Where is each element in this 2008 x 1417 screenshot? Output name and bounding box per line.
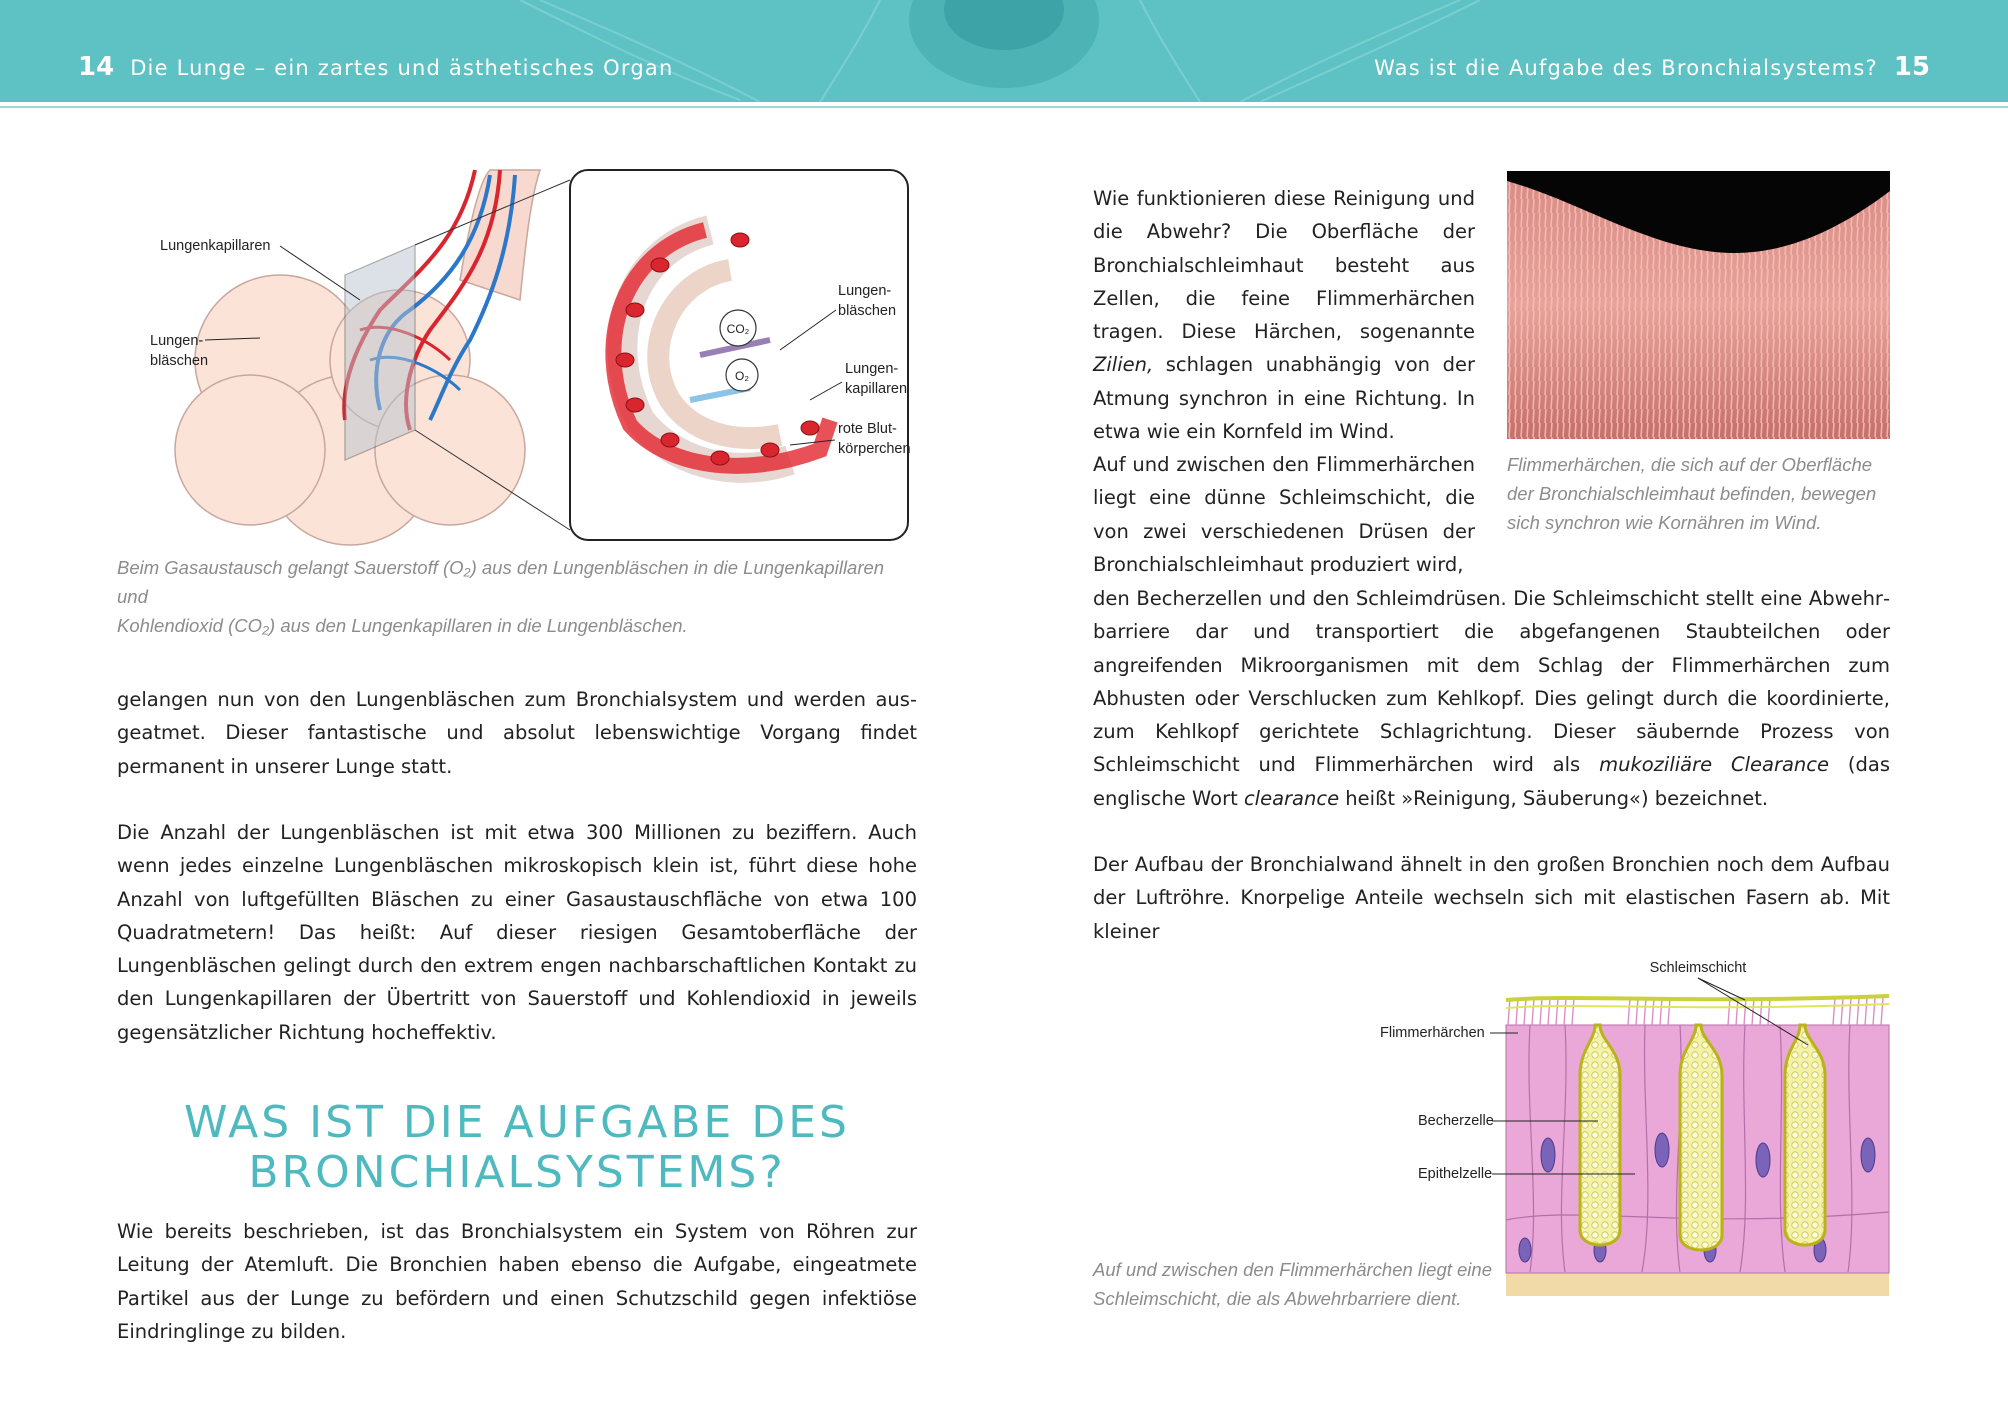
right-paragraph-1-em: Zilien, bbox=[1093, 353, 1154, 377]
o2-label: O₂ bbox=[735, 369, 749, 383]
left-paragraph-1: gelangen nun von den Lungenbläschen zum Bronchialsystem und werden ausgeatmet. Dieser fantastische und absolut lebenswichtige Vorgang findet permanent in unserer Lunge statt. bbox=[117, 688, 917, 778]
left-page-number: 14 bbox=[78, 52, 115, 82]
section-heading-line2: BRONCHIALSYSTEMS? bbox=[248, 1147, 786, 1198]
label-epithelzelle: Epithelzelle bbox=[1418, 1166, 1493, 1182]
inset-label-alveoli-1: Lungen- bbox=[838, 283, 892, 299]
inset-label-bloodcells-1: rote Blut- bbox=[838, 421, 897, 437]
label-lungenblaeschen-2: bläschen bbox=[150, 353, 209, 369]
section-plane bbox=[345, 245, 415, 460]
alveoli-caption bbox=[117, 553, 917, 640]
header-right bbox=[1374, 52, 1930, 82]
cilia-photo-caption: Flimmerhärchen, die sich auf der Oberfläche der Bronchialschleimhaut befinden, bewegen sich synchron wie Kornähren im Wind. bbox=[1507, 454, 1877, 533]
page-header bbox=[0, 0, 2008, 102]
right-paragraph-2-narrow: Auf und zwischen den Flimmerhärchen liegt eine dünne Schleimschicht, die von zwei verschiedenen Drüsen der Bronchialschleimhaut produziert wird, bbox=[1093, 453, 1475, 576]
right-page-number: 15 bbox=[1893, 52, 1930, 82]
right-paragraph-1-text: Wie funktionieren diese Reinigung und die Abwehr? Die Oberfläche der Bronchialschleimhaut besteht aus Zellen, die feine Flimmerhärchen tragen. Diese Härchen, sogenannte bbox=[1093, 187, 1475, 344]
left-running-title: Die Lunge – ein zartes und ästhetisches Organ bbox=[130, 56, 674, 80]
right-paragraph-2-em2: clearance bbox=[1243, 786, 1340, 810]
right-text-block-2a bbox=[1093, 448, 1475, 581]
section-heading-line1: WAS IST DIE AUFGABE DES bbox=[184, 1097, 850, 1148]
right-paragraph-2-text: den Becherzellen und den Schleimdrüsen. Die Schleimschicht stellt eine Abwehrbarriere dar und transportiert die abgefangenen Staubteilchen oder angreifenden Mikroorganismen mit dem Schlag der Flimmerhärchen zum Abhusten oder Verschlucken zum Kehlkopf. Dies gelingt durch die koordinierte, zum Kehlkopf gerichtete Schlagrichtung. Dieser säubernde Prozess von Schleimschicht und Flimmerhärchen wird als bbox=[1093, 587, 1890, 777]
left-paragraph-3: Wie bereits beschrieben, ist das Bronchialsystem ein System von Röhren zur Leitung der Atemluft. Die Bronchien haben ebenso die Aufgabe, eingeatmete Partikel aus der Lunge zu befördern und einen Schutzschild gegen infektiöse Eindringlinge zu bilden. bbox=[117, 1220, 917, 1343]
header-divider bbox=[0, 106, 2008, 108]
inset-label-alveoli-2: bläschen bbox=[838, 303, 897, 319]
left-text-block-3 bbox=[117, 1215, 917, 1348]
left-text-block-2 bbox=[117, 816, 917, 1049]
alveoli-figure bbox=[130, 160, 920, 550]
right-paragraph-2-em1: mukoziliäre Clearance bbox=[1599, 753, 1830, 777]
mucus-layer bbox=[1506, 996, 1889, 1000]
left-text-block-1 bbox=[117, 683, 917, 783]
inset-label-capillaries-1: Lungen- bbox=[845, 361, 899, 377]
label-lungenkapillaren: Lungenkapillaren bbox=[160, 238, 271, 254]
right-paragraph-2-mid: (das englische Wort bbox=[1093, 753, 1890, 810]
goblet-cells bbox=[1580, 1025, 1825, 1250]
label-schleimschicht: Schleimschicht bbox=[1649, 960, 1747, 976]
inset-label-bloodcells-2: körperchen bbox=[838, 441, 911, 457]
co2-label: CO₂ bbox=[726, 322, 750, 336]
right-text-block-3 bbox=[1093, 848, 1890, 948]
right-paragraph-3: Der Aufbau der Bronchialwand ähnelt in den großen Bronchien noch dem Aufbau der Luftröhre. Knorpelige Anteile wechseln sich mit elastischen Fasern ab. Mit kleiner bbox=[1093, 853, 1890, 943]
label-lungenblaeschen-1: Lungen- bbox=[150, 333, 204, 349]
label-becherzelle: Becherzelle bbox=[1418, 1113, 1494, 1129]
right-paragraph-1 bbox=[1093, 182, 1475, 448]
right-text-block-2b bbox=[1093, 582, 1890, 815]
right-text-block-1 bbox=[1093, 182, 1475, 448]
label-flimmerhaerchen: Flimmerhärchen bbox=[1380, 1025, 1485, 1041]
right-running-title: Was ist die Aufgabe des Bronchialsystems? bbox=[1374, 56, 1878, 80]
right-paragraph-2-end: heißt »Reinigung, Säuberung«) bezeichnet. bbox=[1345, 786, 1769, 810]
alveoli-caption-line2: Kohlendioxid (CO₂) aus den Lungenkapillaren in die Lungenbläschen. bbox=[117, 615, 688, 636]
inset-label-capillaries-2: kapillaren bbox=[845, 381, 908, 397]
epithelium-caption: Auf und zwischen den Flimmerhärchen liegt eine Schleimschicht, die als Abwehrbarriere dient. bbox=[1093, 1259, 1492, 1309]
left-paragraph-2: Die Anzahl der Lungenbläschen ist mit etwa 300 Millionen zu beziffern. Auch wenn jedes einzelne Lungenbläschen mikroskopisch klein ist, führt diese hohe Anzahl von luftgefüllten Bläschen zu einer Gasaustauschfläche von etwa 100 Quadratmetern! Das heißt: Auf dieser riesigen Gesamtoberfläche der Lungenbläschen gelingt durch den extrem engen nachbarschaftlichen Kontakt zu den Lungenkapillaren der Übertritt von Sauerstoff und Kohlendioxid in jeweils gegensätzlicher Richtung hocheffektiv. bbox=[117, 821, 917, 1044]
cilia-photo bbox=[1507, 171, 1890, 439]
right-paragraph-2-wide bbox=[1093, 582, 1890, 815]
alveoli-caption-line1: Beim Gasaustausch gelangt Sauerstoff (O₂) aus den Lungenbläschen in die Lungenkapillaren und bbox=[117, 557, 885, 607]
section-heading bbox=[117, 1098, 917, 1198]
header-left bbox=[78, 52, 673, 82]
right-paragraph-1-rest: schlagen unabhängig von der Atmung synchron in eine Richtung. In etwa wie ein Kornfeld im Wind. bbox=[1093, 353, 1475, 444]
header-decoration bbox=[0, 0, 2008, 102]
cilia-layer bbox=[1508, 998, 1883, 1025]
